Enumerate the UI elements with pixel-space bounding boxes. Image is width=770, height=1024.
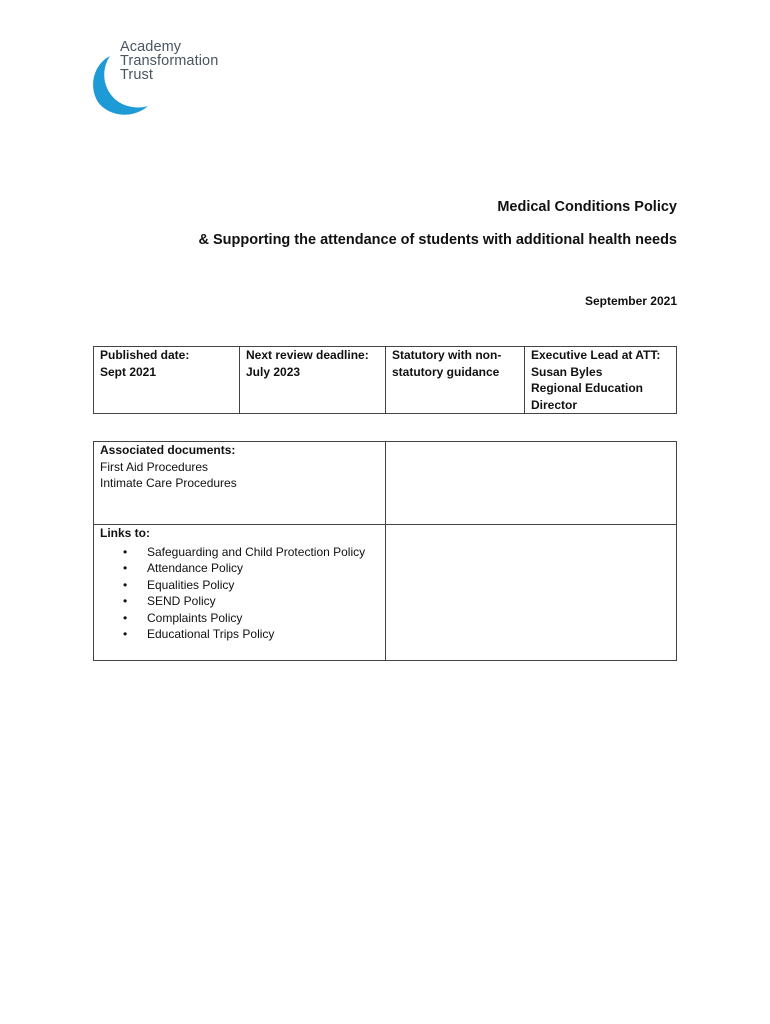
links-list: [100, 544, 379, 643]
att-logo: [90, 40, 250, 122]
logo-line-3: Trust: [120, 67, 153, 83]
links-row: [94, 525, 677, 661]
exec-lead-name: Susan Byles: [531, 364, 603, 379]
document-title: Medical Conditions Policy: [497, 199, 677, 215]
review-value: July 2023: [246, 364, 301, 379]
statutory-cell: [386, 347, 525, 414]
review-cell: [240, 347, 386, 414]
link-item-attendance: • Attendance Policy: [147, 560, 379, 577]
review-label: Next review deadline:: [246, 348, 369, 362]
associated-item: First Aid Procedures: [100, 459, 209, 474]
link-item-send: • SEND Policy: [147, 593, 379, 610]
published-cell: [94, 347, 240, 414]
associated-empty-cell: [386, 442, 677, 525]
logo-text: [120, 40, 218, 82]
document-subtitle: & Supporting the attendance of students with additional health needs: [198, 232, 677, 248]
links-empty-cell: [386, 525, 677, 661]
documents-table: [93, 441, 677, 661]
meta-table: [93, 346, 677, 414]
statutory-value: statutory guidance: [392, 364, 500, 379]
meta-row: [94, 347, 677, 414]
logo-line-2: Transformation: [120, 53, 219, 69]
document-date: September 2021: [584, 294, 677, 308]
link-item-equalities: • Equalities Policy: [147, 577, 379, 594]
exec-lead-label: Executive Lead at ATT:: [531, 348, 661, 362]
link-item-trips: • Educational Trips Policy: [147, 626, 379, 643]
associated-item: Intimate Care Procedures: [100, 476, 237, 490]
published-label: Published date:: [100, 348, 190, 362]
link-item-complaints: • Complaints Policy: [147, 610, 379, 627]
links-heading: Links to:: [100, 526, 150, 540]
statutory-label: Statutory with non-: [392, 348, 502, 362]
associated-cell: [94, 442, 386, 525]
exec-lead-role-1: Regional Education: [531, 381, 644, 395]
logo-line-1: Academy: [120, 39, 182, 55]
associated-row: [94, 442, 677, 525]
link-item-safeguarding: • Safeguarding and Child Protection Policy: [147, 544, 379, 561]
published-value: Sept 2021: [100, 364, 157, 379]
exec-lead-role-2: Director: [531, 397, 578, 412]
associated-heading: Associated documents:: [100, 443, 236, 457]
exec-lead-cell: [525, 347, 677, 414]
links-cell: [94, 525, 386, 661]
